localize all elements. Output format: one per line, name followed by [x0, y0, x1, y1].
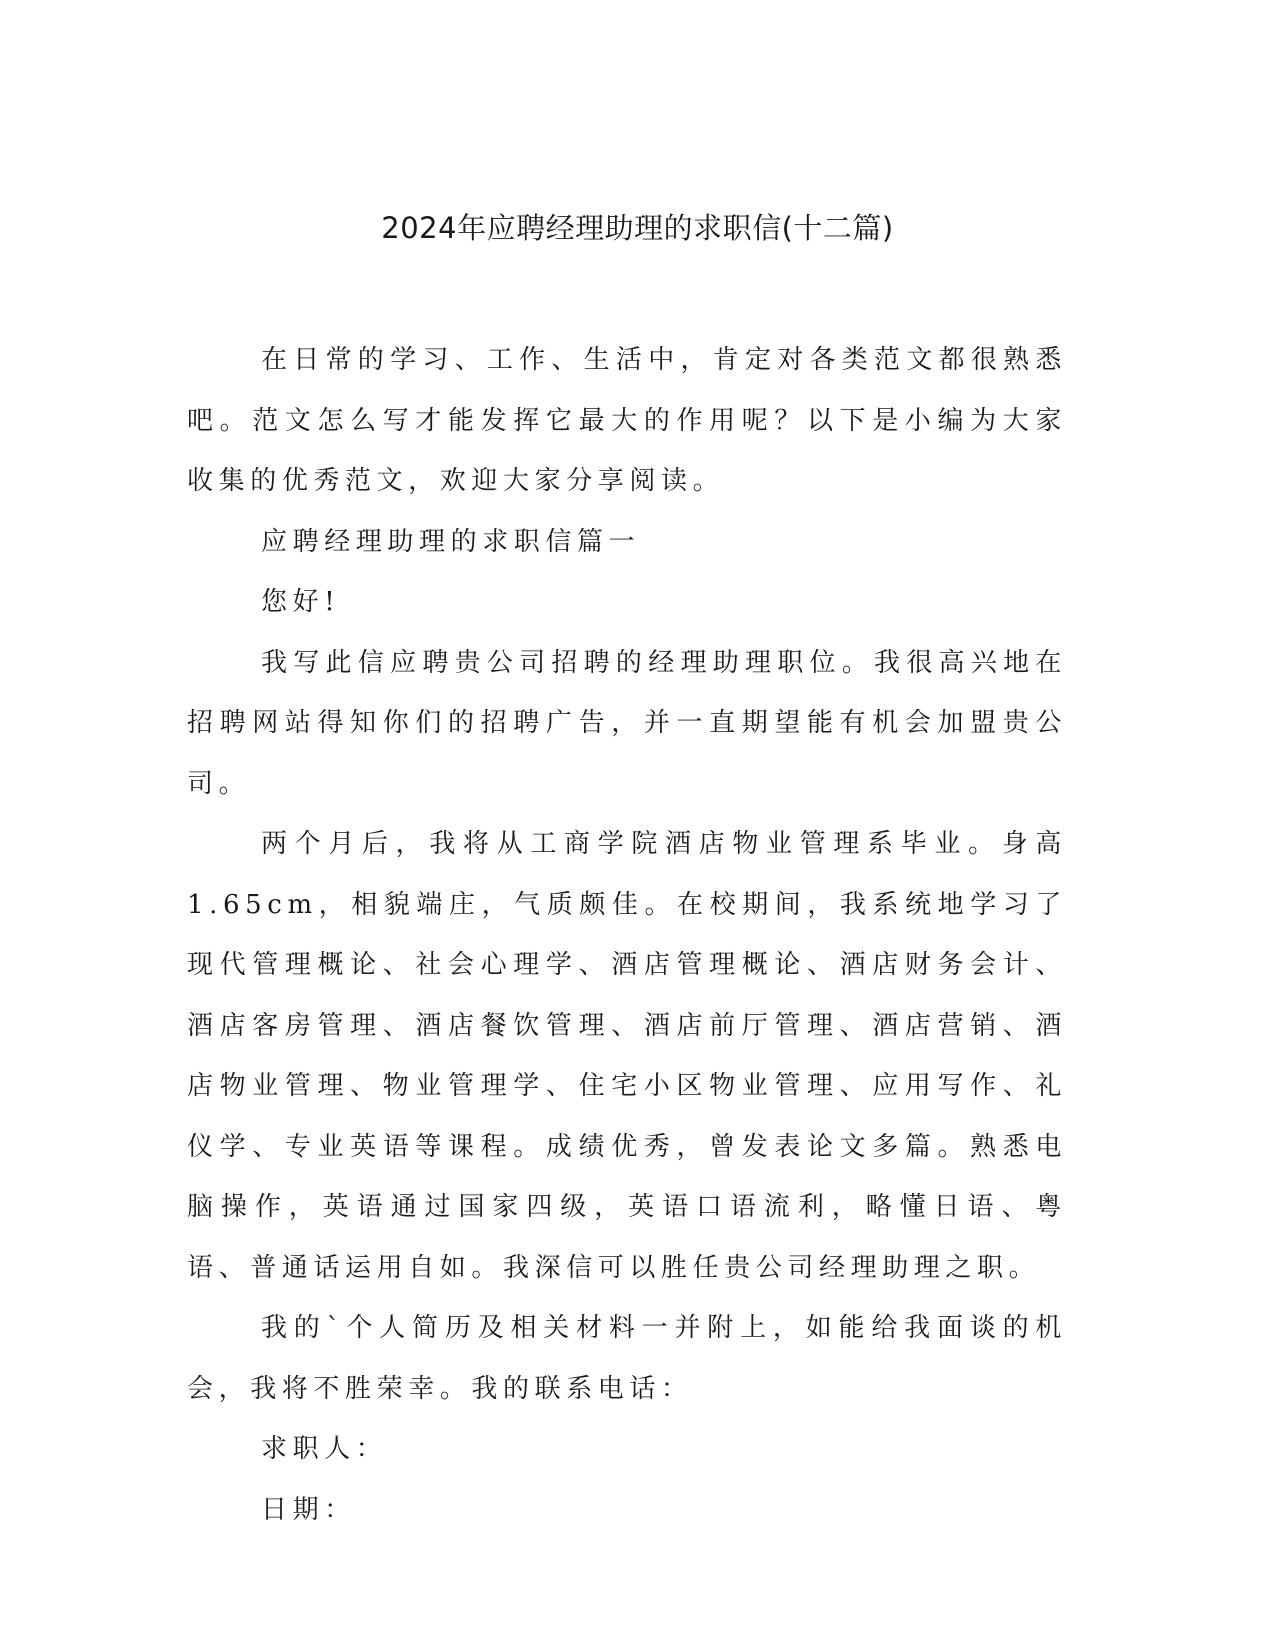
paragraph-application: 我写此信应聘贵公司招聘的经理助理职位。我很高兴地在招聘网站得知你们的招聘广告，并一直期望能有机会加盟贵公司。 [187, 647, 1067, 799]
signature-applicant: 求职人： [261, 1434, 388, 1464]
paragraph-intro: 在日常的学习、工作、生活中，肯定对各类范文都很熟悉吧。范文怎么写才能发挥它最大的作用呢？以下是小编为大家收集的优秀范文，欢迎大家分享阅读。 [187, 345, 1067, 496]
section-heading: 应聘经理助理的求职信篇一 [261, 526, 641, 557]
paragraph-closing: 我的`个人简历及相关材料一并附上，如能给我面谈的机会，我将不胜荣幸。我的联系电话： [187, 1313, 1067, 1404]
paragraph-qualifications: 两个月后，我将从工商学院酒店物业管理系毕业。身高1.65cm，相貌端庄，气质颇佳。在校期间，我系统地学习了现代管理概论、社会心理学、酒店管理概论、酒店财务会计、酒店客房管理、酒店餐饮管理、酒店前厅管理、酒店营销、酒店物业管理、物业管理学、住宅小区物业管理、应用写作、礼仪学、专业英语等课程。成绩优秀，曾发表论文多篇。熟悉电脑操作，英语通过国家四级，英语口语流利，略懂日语、粤语、普通话运用自如。我深信可以胜任贵公司经理助理之职。 [187, 829, 1067, 1283]
document-body [187, 330, 1067, 1540]
signature-date: 日期： [261, 1494, 356, 1525]
document-title: 2024年应聘经理助理的求职信(十二篇) [381, 211, 894, 245]
greeting: 您好! [261, 587, 341, 617]
